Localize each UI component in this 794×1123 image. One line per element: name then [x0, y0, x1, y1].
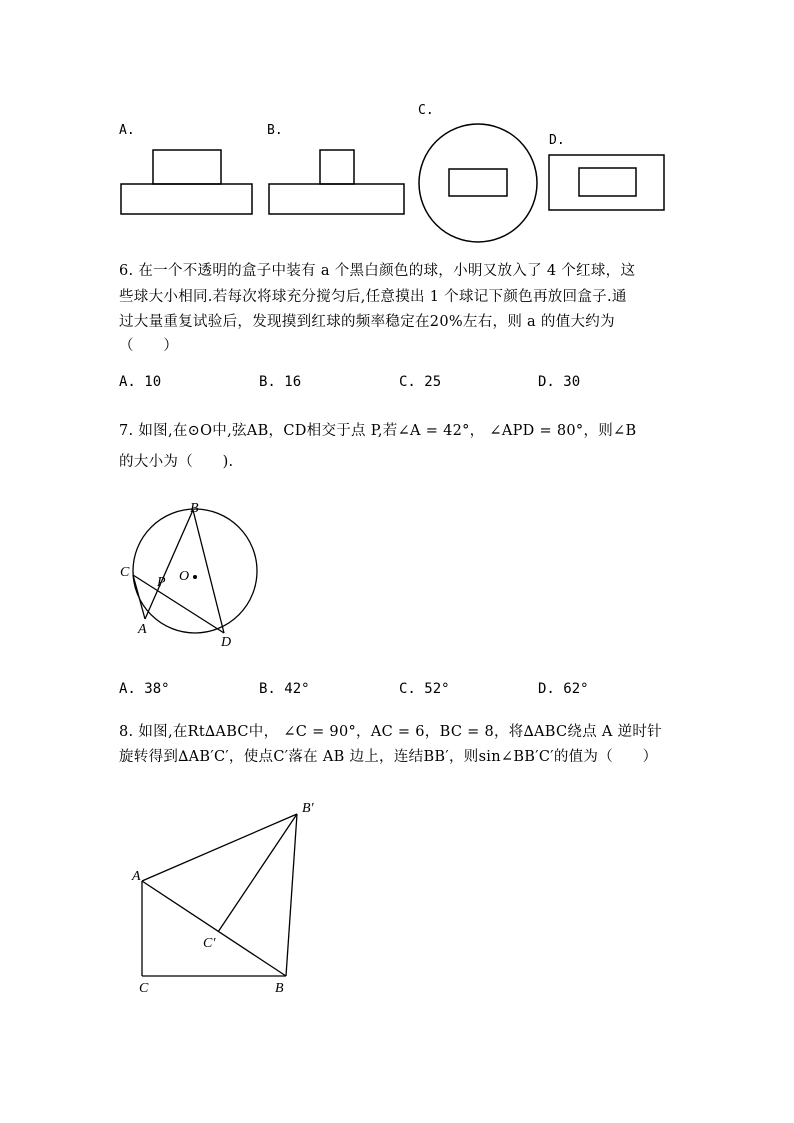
q7-circle-figure — [0, 490, 794, 660]
q7-line-2: 的大小为（ ). — [119, 454, 234, 470]
q6-choice-b[interactable]: B. 16 — [259, 374, 302, 390]
q6-line-2: 些球大小相同.若每次将球充分搅匀后,任意摸出 1 个球记下颜色再放回盒子.通 — [119, 289, 627, 305]
q7-line-1: 7. 如图,在⊙O中,弦AB，CD相交于点 P,若∠A = 42°， ∠APD = 80°，则∠B — [119, 423, 637, 439]
q6-line-3: 过大量重复试验后，发现摸到红球的频率稳定在20%左右，则 a 的值大约为 — [119, 314, 615, 330]
label-b: B — [190, 501, 199, 516]
q7-choice-c[interactable]: C. 52° — [399, 681, 450, 697]
option-c-label: C. — [418, 103, 434, 118]
q8-line-1: 8. 如图,在Rt∆ABC中， ∠C = 90°，AC = 6，BC = 8，将∆ABC绕点 A 逆时针 — [119, 724, 663, 740]
label-a: A — [132, 869, 141, 884]
option-c-inner-rect — [449, 169, 507, 196]
option-a-label: A. — [119, 123, 135, 138]
segment-ab-prime — [142, 814, 297, 881]
segment-bd — [193, 510, 224, 633]
option-a-top-rect — [153, 150, 221, 184]
option-b-label: B. — [267, 123, 283, 138]
option-b-base-rect — [269, 184, 404, 214]
option-d-label: D. — [549, 133, 565, 148]
q6-choice-d[interactable]: D. 30 — [538, 374, 581, 390]
center-point-o — [193, 575, 197, 579]
label-o: O — [179, 569, 190, 584]
label-b-prime: B′ — [302, 801, 314, 816]
option-d-inner-rect — [579, 168, 636, 196]
label-c: C — [120, 565, 130, 580]
q7-choice-d[interactable]: D. 62° — [538, 681, 589, 697]
q6-line-4: （ ） — [119, 338, 179, 354]
label-a: A — [138, 622, 147, 637]
q6-choice-c[interactable]: C. 25 — [399, 374, 442, 390]
option-a-base-rect — [121, 184, 252, 214]
label-b: B — [275, 981, 284, 996]
label-d: D — [221, 635, 232, 650]
q5-figures — [0, 0, 794, 250]
label-c: C — [139, 981, 149, 996]
label-c-prime: C′ — [203, 936, 216, 951]
q7-choice-b[interactable]: B. 42° — [259, 681, 310, 697]
option-d-outer-rect — [549, 155, 664, 210]
option-b-top-rect — [320, 150, 354, 184]
q7-choice-a[interactable]: A. 38° — [119, 681, 170, 697]
segment-bb-prime — [286, 814, 297, 976]
label-p: P — [157, 575, 166, 590]
q6-choice-a[interactable]: A. 10 — [119, 374, 162, 390]
segment-ab — [142, 881, 286, 976]
q8-line-2: 旋转得到∆AB′C′，使点C′落在 AB 边上，连结BB′，则sin∠BB′C′的值为（ ） — [119, 749, 658, 765]
option-c-circle — [419, 124, 537, 242]
q6-line-1: 6. 在一个不透明的盒子中装有 a 个黑白颜色的球，小明又放入了 4 个红球，这 — [119, 263, 636, 279]
q8-triangle-figure — [0, 790, 794, 1000]
